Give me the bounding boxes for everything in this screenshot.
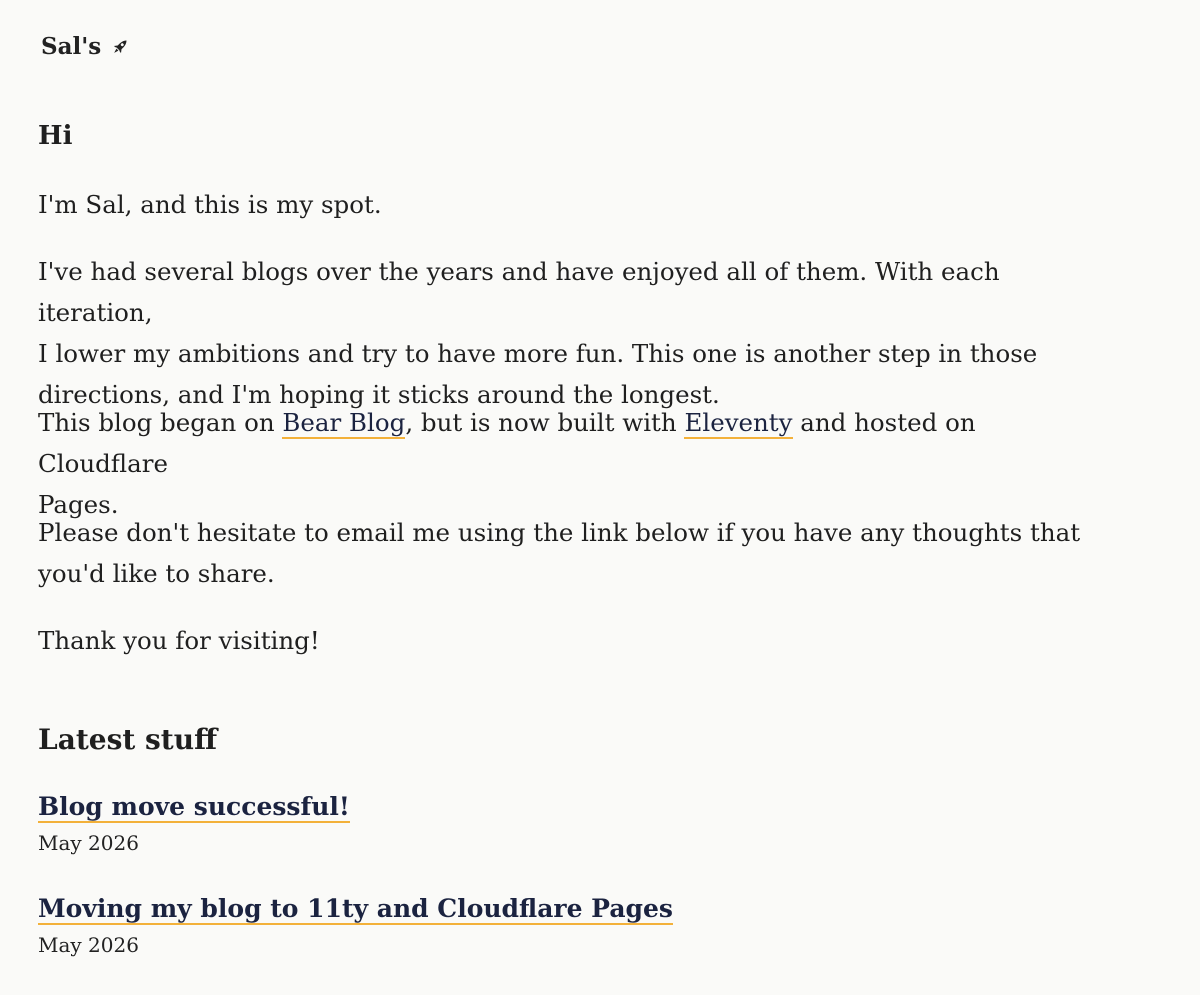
paragraph-line: you'd like to share. — [38, 559, 275, 588]
post-list-item — [38, 892, 673, 958]
post-date: May 2026 — [38, 933, 139, 957]
latest-heading: Latest stuff — [38, 723, 218, 756]
eleventy-link[interactable]: Eleventy — [684, 408, 793, 437]
intro-paragraph-3 — [38, 402, 1098, 525]
post-title-link[interactable]: Blog move successful! — [38, 792, 350, 821]
intro-paragraph-4 — [38, 512, 1098, 594]
post-date: May 2026 — [38, 831, 139, 855]
post-title-link[interactable]: Moving my blog to 11ty and Cloudflare Pages — [38, 894, 673, 923]
paragraph-text: Pages. — [38, 490, 119, 519]
site-title: Sal's — [41, 33, 102, 60]
site-title-link[interactable] — [41, 33, 131, 60]
intro-paragraph-1: I'm Sal, and this is my spot. — [38, 190, 382, 219]
paragraph-line: directions, and I'm hoping it sticks around the longest. — [38, 380, 720, 409]
paragraph-line: Please don't hesitate to email me using the link below if you have any thoughts that — [38, 518, 1081, 547]
paragraph-text: , but is now built with — [405, 408, 685, 437]
paragraph-text: This blog began on — [38, 408, 283, 437]
paragraph-text: and hosted on Cloudflare — [38, 408, 976, 478]
rocket-icon — [109, 36, 131, 58]
paragraph-line: I lower my ambitions and try to have more fun. This one is another step in those — [38, 339, 1038, 368]
bear-blog-link[interactable]: Bear Blog — [282, 408, 406, 437]
intro-paragraph-5: Thank you for visiting! — [38, 626, 320, 655]
post-list-item — [38, 790, 350, 856]
intro-paragraph-2 — [38, 251, 1098, 415]
intro-heading: Hi — [38, 121, 73, 151]
paragraph-line: I've had several blogs over the years and have enjoyed all of them. With each iteration, — [38, 257, 1000, 327]
